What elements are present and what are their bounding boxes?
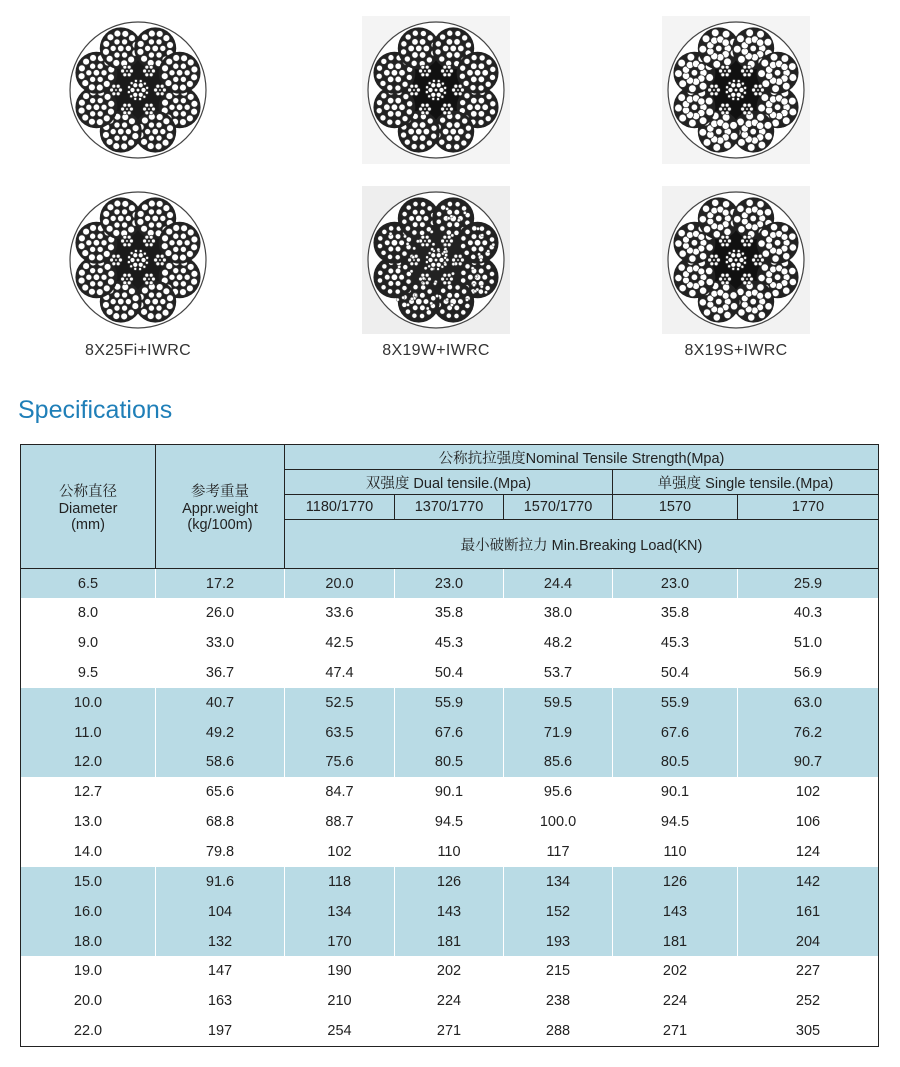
- header-grade-2: 1370/1770: [395, 495, 504, 520]
- table-cell: 193: [504, 927, 613, 957]
- table-cell: 36.7: [156, 658, 285, 688]
- header-grade-4: 1570: [613, 495, 738, 520]
- table-cell: 80.5: [613, 748, 738, 778]
- table-cell: 224: [395, 986, 504, 1016]
- table-row: [21, 807, 879, 837]
- table-cell: 11.0: [21, 718, 156, 748]
- table-cell: 224: [613, 986, 738, 1016]
- table-cell: 68.8: [156, 807, 285, 837]
- table-row: [21, 658, 879, 688]
- table-cell: 181: [613, 927, 738, 957]
- header-diameter: [21, 445, 156, 569]
- header-grade-3: 1570/1770: [504, 495, 613, 520]
- table-cell: 53.7: [504, 658, 613, 688]
- table-cell: 12.7: [21, 777, 156, 807]
- table-cell: 152: [504, 897, 613, 927]
- table-cell: 14.0: [21, 837, 156, 867]
- table-cell: 142: [738, 867, 879, 897]
- table-cell: 8.0: [21, 598, 156, 628]
- table-row: [21, 748, 879, 778]
- table-cell: 45.3: [613, 628, 738, 658]
- header-diameter-unit: (mm): [71, 517, 105, 533]
- table-row: [21, 837, 879, 867]
- table-cell: 9.5: [21, 658, 156, 688]
- table-cell: 17.2: [156, 569, 285, 599]
- table-cell: 202: [613, 956, 738, 986]
- table-row: [21, 718, 879, 748]
- table-cell: 67.6: [613, 718, 738, 748]
- wire-rope-8x19s-cross-section-icon: [662, 186, 810, 334]
- header-grade-5: 1770: [738, 495, 879, 520]
- spec-table: [20, 444, 879, 1047]
- table-cell: 25.9: [738, 569, 879, 599]
- table-cell: 18.0: [21, 927, 156, 957]
- table-cell: 252: [738, 986, 879, 1016]
- table-cell: 143: [613, 897, 738, 927]
- table-cell: 13.0: [21, 807, 156, 837]
- table-cell: 134: [285, 897, 395, 927]
- table-row: [21, 956, 879, 986]
- table-cell: 94.5: [395, 807, 504, 837]
- table-cell: 65.6: [156, 777, 285, 807]
- header-grade-1: 1180/1770: [285, 495, 395, 520]
- table-cell: 9.0: [21, 628, 156, 658]
- header-weight: [156, 445, 285, 569]
- table-cell: 33.6: [285, 598, 395, 628]
- table-cell: 20.0: [21, 986, 156, 1016]
- table-cell: 42.5: [285, 628, 395, 658]
- header-single-tensile: 单强度 Single tensile.(Mpa): [613, 470, 879, 495]
- table-cell: 126: [395, 867, 504, 897]
- table-cell: 67.6: [395, 718, 504, 748]
- table-cell: 271: [395, 1016, 504, 1046]
- table-row: [21, 628, 879, 658]
- table-cell: 40.3: [738, 598, 879, 628]
- table-cell: 254: [285, 1016, 395, 1046]
- table-cell: 147: [156, 956, 285, 986]
- table-cell: 85.6: [504, 748, 613, 778]
- wire-rope-8x19w-cross-section-icon: [362, 16, 510, 164]
- rope-image-3a: [662, 16, 810, 164]
- table-cell: 33.0: [156, 628, 285, 658]
- table-cell: 288: [504, 1016, 613, 1046]
- table-cell: 12.0: [21, 748, 156, 778]
- table-cell: 132: [156, 927, 285, 957]
- table-cell: 20.0: [285, 569, 395, 599]
- table-cell: 102: [285, 837, 395, 867]
- table-cell: 22.0: [21, 1016, 156, 1046]
- rope-image-1b: [64, 186, 212, 334]
- table-cell: 59.5: [504, 688, 613, 718]
- table-row: [21, 569, 879, 599]
- table-cell: 102: [738, 777, 879, 807]
- table-cell: 75.6: [285, 748, 395, 778]
- rope-label-3: 8X19S+IWRC: [684, 342, 788, 359]
- table-cell: 26.0: [156, 598, 285, 628]
- wire-rope-8x19s-cross-section-icon: [662, 16, 810, 164]
- table-cell: 55.9: [613, 688, 738, 718]
- table-cell: 134: [504, 867, 613, 897]
- table-cell: 48.2: [504, 628, 613, 658]
- table-cell: 271: [613, 1016, 738, 1046]
- table-row: [21, 598, 879, 628]
- table-row: [21, 927, 879, 957]
- table-cell: 143: [395, 897, 504, 927]
- table-cell: 170: [285, 927, 395, 957]
- table-cell: 161: [738, 897, 879, 927]
- rope-image-2b: [362, 186, 510, 334]
- table-cell: 63.5: [285, 718, 395, 748]
- table-cell: 23.0: [613, 569, 738, 599]
- table-cell: 84.7: [285, 777, 395, 807]
- table-row: [21, 867, 879, 897]
- table-cell: 47.4: [285, 658, 395, 688]
- table-cell: 117: [504, 837, 613, 867]
- table-cell: 63.0: [738, 688, 879, 718]
- table-cell: 40.7: [156, 688, 285, 718]
- table-row: [21, 688, 879, 718]
- table-cell: 79.8: [156, 837, 285, 867]
- table-cell: 90.7: [738, 748, 879, 778]
- table-cell: 50.4: [613, 658, 738, 688]
- table-cell: 163: [156, 986, 285, 1016]
- table-row: [21, 897, 879, 927]
- table-cell: 80.5: [395, 748, 504, 778]
- table-cell: 204: [738, 927, 879, 957]
- table-cell: 35.8: [395, 598, 504, 628]
- rope-image-3b: [662, 186, 810, 334]
- rope-label-1: 8X25Fi+IWRC: [85, 342, 191, 359]
- table-cell: 10.0: [21, 688, 156, 718]
- rope-label-2: 8X19W+IWRC: [382, 342, 490, 359]
- header-weight-en: Appr.weight: [182, 501, 258, 517]
- table-cell: 110: [613, 837, 738, 867]
- table-cell: 91.6: [156, 867, 285, 897]
- table-cell: 38.0: [504, 598, 613, 628]
- header-diameter-cn: 公称直径: [59, 484, 117, 500]
- table-cell: 58.6: [156, 748, 285, 778]
- table-cell: 56.9: [738, 658, 879, 688]
- table-row: [21, 986, 879, 1016]
- table-cell: 24.4: [504, 569, 613, 599]
- table-cell: 19.0: [21, 956, 156, 986]
- section-title: Specifications: [18, 396, 173, 424]
- table-cell: 190: [285, 956, 395, 986]
- header-dual-tensile: 双强度 Dual tensile.(Mpa): [285, 470, 613, 495]
- table-cell: 118: [285, 867, 395, 897]
- header-min-breaking-load: 最小破断拉力 Min.Breaking Load(KN): [285, 520, 879, 569]
- table-cell: 71.9: [504, 718, 613, 748]
- header-nominal-tensile: 公称抗拉强度Nominal Tensile Strength(Mpa): [285, 445, 879, 470]
- table-cell: 16.0: [21, 897, 156, 927]
- table-cell: 23.0: [395, 569, 504, 599]
- rope-image-1a: [64, 16, 212, 164]
- table-cell: 35.8: [613, 598, 738, 628]
- table-cell: 88.7: [285, 807, 395, 837]
- table-cell: 52.5: [285, 688, 395, 718]
- wire-rope-8x19w-cross-section-icon: [362, 186, 510, 334]
- table-cell: 100.0: [504, 807, 613, 837]
- table-cell: 76.2: [738, 718, 879, 748]
- table-cell: 90.1: [395, 777, 504, 807]
- table-cell: 126: [613, 867, 738, 897]
- header-weight-unit: (kg/100m): [187, 517, 253, 533]
- table-cell: 49.2: [156, 718, 285, 748]
- table-cell: 202: [395, 956, 504, 986]
- table-cell: 106: [738, 807, 879, 837]
- table-cell: 6.5: [21, 569, 156, 599]
- table-cell: 104: [156, 897, 285, 927]
- table-cell: 238: [504, 986, 613, 1016]
- table-cell: 45.3: [395, 628, 504, 658]
- table-cell: 227: [738, 956, 879, 986]
- header-weight-cn: 参考重量: [191, 484, 249, 500]
- table-cell: 94.5: [613, 807, 738, 837]
- header-diameter-en: Diameter: [58, 501, 118, 517]
- table-cell: 215: [504, 956, 613, 986]
- table-cell: 55.9: [395, 688, 504, 718]
- wire-rope-8x25fi-cross-section-icon: [64, 186, 212, 334]
- table-cell: 110: [395, 837, 504, 867]
- table-cell: 305: [738, 1016, 879, 1046]
- table-row: [21, 777, 879, 807]
- table-cell: 90.1: [613, 777, 738, 807]
- table-cell: 124: [738, 837, 879, 867]
- table-row: [21, 1016, 879, 1046]
- table-cell: 197: [156, 1016, 285, 1046]
- rope-image-2a: [362, 16, 510, 164]
- wire-rope-8x25fi-cross-section-icon: [64, 16, 212, 164]
- table-cell: 95.6: [504, 777, 613, 807]
- table-cell: 51.0: [738, 628, 879, 658]
- table-cell: 210: [285, 986, 395, 1016]
- table-cell: 50.4: [395, 658, 504, 688]
- table-cell: 15.0: [21, 867, 156, 897]
- table-cell: 181: [395, 927, 504, 957]
